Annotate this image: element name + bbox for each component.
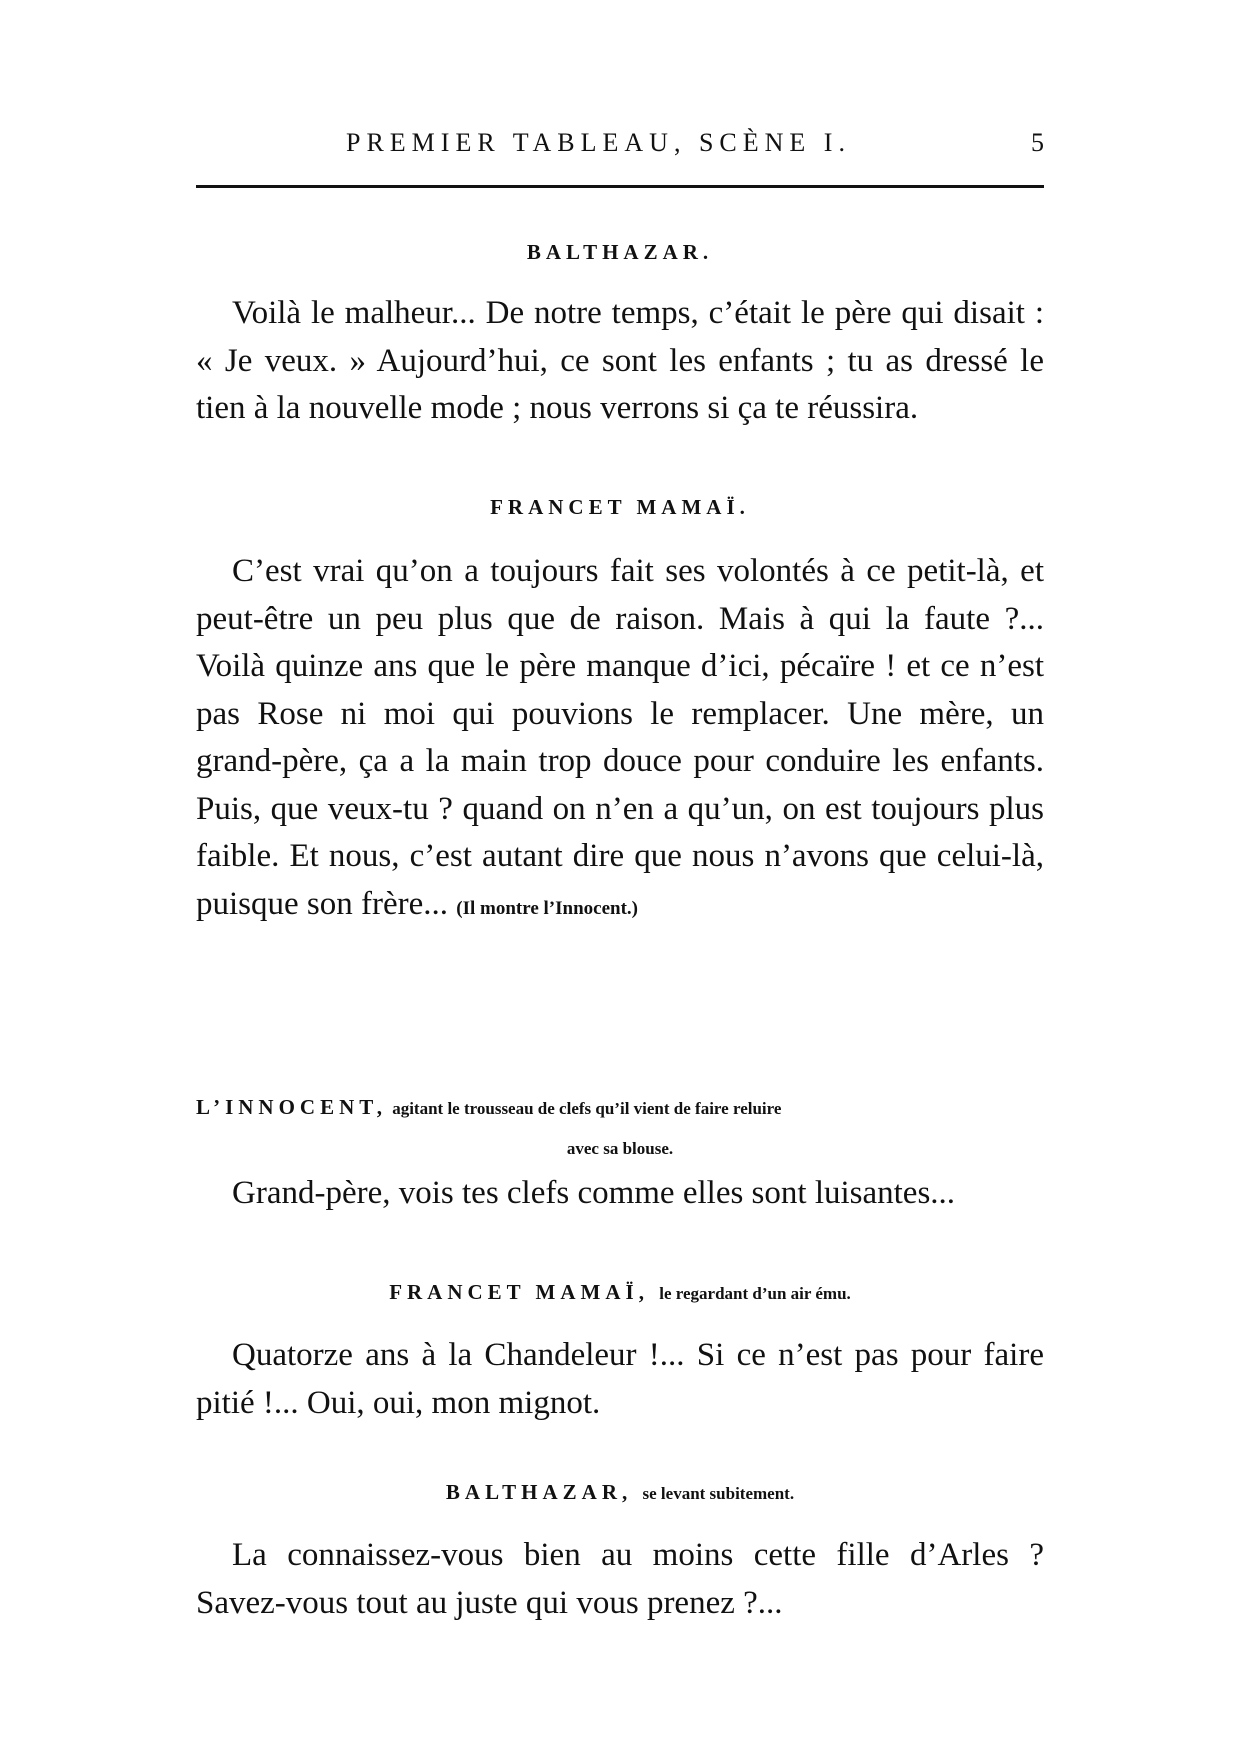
speaker-balthazar-2-heading — [196, 1480, 1044, 1505]
speaker-francet-mamai: FRANCET MAMAÏ. — [490, 495, 750, 519]
stage-direction: agitant le trousseau de clefs qu’il vient de faire reluire — [392, 1099, 782, 1118]
speech-text: C’est vrai qu’on a toujours fait ses volontés à ce petit-là, et peut-être un peu plus que de raison. Mais à qui la faute ?... Voilà quinze ans que le père manque d’ici, pécaïre ! et ce n’est pas Rose ni moi qui pouvions le remplacer. Une mère, un grand-père, ça a la main trop douce pour conduire les enfants. Puis, que veux-tu ? quand on n’en a qu’un, on est toujours plus faible. Et nous, c’est autant dire que nous n’avons que celui-là, puisque son frère... — [196, 553, 1044, 922]
speech-innocent: Grand-père, vois tes clefs comme elles sont luisantes... — [232, 1175, 956, 1211]
speech-balthazar-2: La connaissez-vous bien au moins cette fille d’Arles ? Savez-vous tout au juste qui vous prenez ?... — [196, 1537, 1044, 1621]
stage-direction: le regardant d’un air ému. — [659, 1284, 851, 1303]
running-head — [196, 128, 1044, 168]
speaker-balthazar-2: BALTHAZAR, — [445, 1480, 633, 1504]
header-rule — [196, 185, 1044, 188]
stage-direction: (Il montre l’Innocent.) — [456, 897, 638, 919]
speaker-balthazar: BALTHAZAR. — [526, 240, 714, 264]
speech-francet-mamai-2: Quatorze ans à la Chandeleur !... Si ce n’est pas pour faire pitié !... Oui, oui, mon mignot. — [196, 1337, 1044, 1421]
stage-direction: se levant subitement. — [642, 1484, 795, 1503]
speech-balthazar-1: Voilà le malheur... De notre temps, c’était le père qui disait : « Je veux. » Aujourd’hui, ce sont les enfants ; tu as dressé le tien à la nouvelle mode ; nous verrons si ça te réussira. — [196, 295, 1044, 426]
running-title: PREMIER TABLEAU, SCÈNE I. — [346, 128, 851, 157]
speaker-francet-mamai-2: FRANCET MAMAÏ, — [389, 1280, 649, 1304]
stage-direction-continued: avec sa blouse. — [566, 1139, 674, 1158]
speech-francet-mamai-1 — [196, 548, 1044, 932]
speaker-innocent-heading — [196, 1087, 1044, 1169]
speaker-innocent: L’INNOCENT, — [196, 1095, 387, 1119]
page-number: 5 — [1031, 128, 1044, 157]
speaker-francet-mamai-2-heading — [196, 1280, 1044, 1305]
